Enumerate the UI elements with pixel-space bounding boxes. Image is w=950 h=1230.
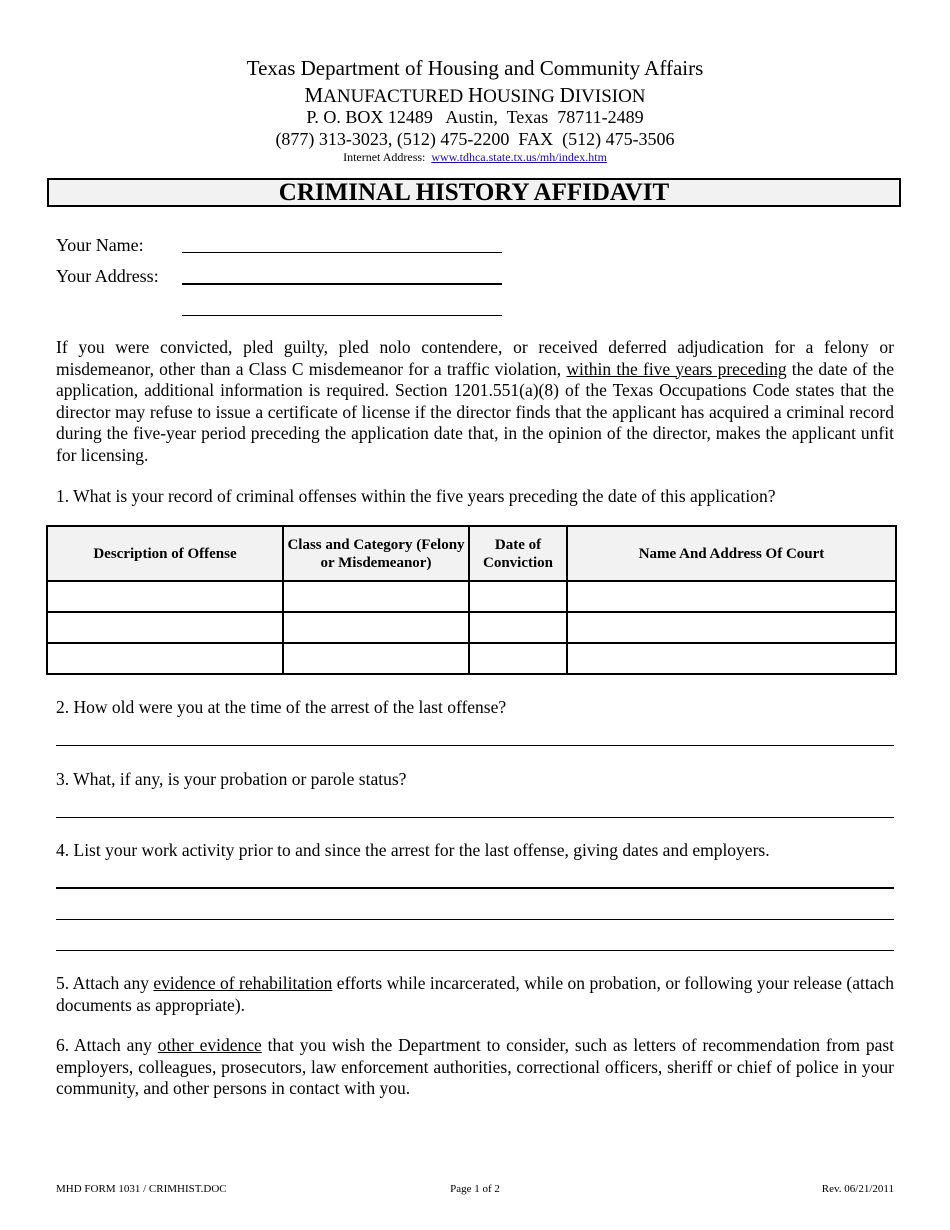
question-3: 3. What, if any, is your probation or parole status? bbox=[56, 769, 407, 789]
address-field-line-1[interactable] bbox=[182, 283, 502, 285]
table-cell[interactable] bbox=[567, 643, 896, 674]
table-cell[interactable] bbox=[283, 581, 469, 612]
answer-4-line-2[interactable] bbox=[56, 919, 894, 920]
table-cell[interactable] bbox=[469, 643, 567, 674]
mailing-address: P. O. BOX 12489 Austin, Texas 78711-2489 bbox=[306, 107, 644, 127]
revision-date: Rev. 06/21/2011 bbox=[821, 1183, 894, 1195]
table-cell[interactable] bbox=[47, 612, 283, 643]
page-number: Page 1 of 2 bbox=[450, 1183, 500, 1195]
internet-label: Internet Address: bbox=[343, 150, 426, 164]
table-cell[interactable] bbox=[469, 581, 567, 612]
phone-numbers: (877) 313-3023, (512) 475-2200 FAX (512) 475-3506 bbox=[275, 129, 675, 149]
name-field[interactable] bbox=[182, 252, 502, 253]
website-link[interactable]: www.tdhca.state.tx.us/mh/index.htm bbox=[431, 150, 607, 164]
col-header-class: Class and Category (Felony or Misdemeanor) bbox=[283, 526, 469, 581]
name-label: Your Name: bbox=[56, 235, 144, 255]
answer-4-line-3[interactable] bbox=[56, 950, 894, 951]
table-row bbox=[47, 612, 896, 643]
intro-paragraph: If you were convicted, pled guilty, pled nolo contendere, or received deferred adjudication for a felony or misdemeanor, other than a Class C misdemeanor for a traffic violation, within the five years preceding the date of the application, additional information is required. Section 1201.551(a)(8) of the Texas Occupations Code states that the director may refuse to issue a certificate of license if the director finds that the applicant has acquired a criminal record during the five-year period preceding the application date that, in the opinion of the director, makes the applicant unfit for licensing. bbox=[56, 337, 894, 465]
answer-3-line[interactable] bbox=[56, 817, 894, 818]
col-header-description: Description of Offense bbox=[47, 526, 283, 581]
form-number: MHD FORM 1031 / CRIMHIST.DOC bbox=[56, 1183, 227, 1195]
answer-2-line[interactable] bbox=[56, 745, 894, 746]
table-cell[interactable] bbox=[567, 581, 896, 612]
table-row bbox=[47, 643, 896, 674]
agency-name: Texas Department of Housing and Community Affairs bbox=[246, 56, 704, 80]
address-label: Your Address: bbox=[56, 266, 159, 286]
offenses-table bbox=[46, 525, 897, 675]
division-name: MANUFACTURED HOUSING DIVISION bbox=[304, 83, 646, 107]
answer-4-line-1[interactable] bbox=[56, 887, 894, 889]
question-6: 6. Attach any other evidence that you wish the Department to consider, such as letters of recommendation from past employers, colleagues, prosecutors, law enforcement authorities, correctional officers, sheriff or chief of police in your community, and other persons in contact with you. bbox=[56, 1035, 895, 1099]
table-row bbox=[47, 581, 896, 612]
table-cell[interactable] bbox=[47, 581, 283, 612]
table-cell[interactable] bbox=[567, 612, 896, 643]
internet-address bbox=[0, 150, 950, 165]
address-field-line-2[interactable] bbox=[182, 315, 502, 316]
question-2: 2. How old were you at the time of the arrest of the last offense? bbox=[56, 697, 507, 717]
question-4: 4. List your work activity prior to and since the arrest for the last offense, giving dates and employers. bbox=[56, 840, 770, 860]
col-header-date: Date of Conviction bbox=[469, 526, 567, 581]
table-cell[interactable] bbox=[47, 643, 283, 674]
col-header-court: Name And Address Of Court bbox=[567, 526, 896, 581]
table-cell[interactable] bbox=[283, 643, 469, 674]
table-cell[interactable] bbox=[469, 612, 567, 643]
table-cell[interactable] bbox=[283, 612, 469, 643]
form-title: CRIMINAL HISTORY AFFIDAVIT bbox=[47, 178, 901, 207]
question-1: 1. What is your record of criminal offenses within the five years preceding the date of this application? bbox=[56, 486, 776, 506]
question-5: 5. Attach any evidence of rehabilitation efforts while incarcerated, while on probation, or following your release (attach documents as appropriate). bbox=[56, 973, 895, 1015]
table-header-row bbox=[47, 526, 896, 581]
